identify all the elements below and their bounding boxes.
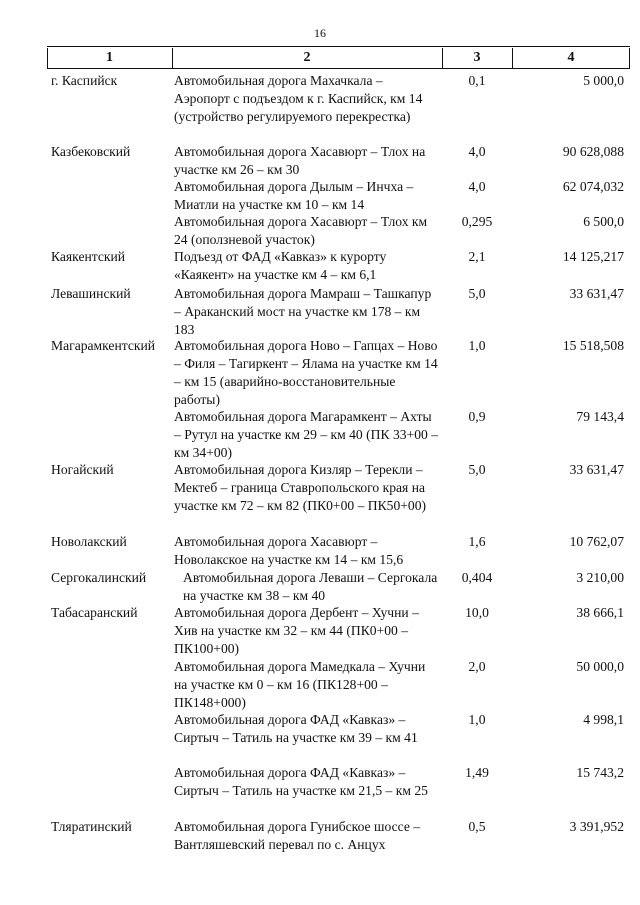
district-cell: Табасаранский xyxy=(51,605,138,620)
district-cell: Казбековский xyxy=(51,144,131,159)
amount-cell: 62 074,032 xyxy=(562,179,624,194)
length-cell: 2,0 xyxy=(468,659,486,674)
district-cell: Каякентский xyxy=(51,249,126,264)
road-cell: Автомобильная дорога ФАД «Кавказ» – Сиртыч – Татиль на участке км 21,5 – км 25 xyxy=(174,765,428,798)
amount-cell: 3 391,952 xyxy=(569,819,624,834)
header-col-2: 2 xyxy=(303,50,311,65)
road-cell: Автомобильная дорога Мамедкала – Хучни на участке км 0 – км 16 (ПК128+00 – ПК148+000) xyxy=(174,659,426,710)
length-cell: 0,295 xyxy=(461,214,493,229)
road-cell: Автомобильная дорога Хасавюрт – Тлох км 24 (оползневой участок) xyxy=(174,214,428,247)
road-cell: Автомобильная дорога Дербент – Хучни – Хив на участке км 32 – км 44 (ПК0+00 – ПК100+00) xyxy=(174,605,419,656)
amount-cell: 6 500,0 xyxy=(583,214,624,229)
length-cell: 5,0 xyxy=(468,286,486,301)
length-cell: 0,404 xyxy=(461,570,493,585)
length-cell: 4,0 xyxy=(468,144,486,159)
amount-cell: 14 125,217 xyxy=(562,249,624,264)
amount-cell: 10 762,07 xyxy=(569,534,624,549)
road-cell: Подъезд от ФАД «Кавказ» к курорту «Каякент» на участке км 4 – км 6,1 xyxy=(174,249,387,282)
header-col-1: 1 xyxy=(106,50,113,65)
amount-cell: 90 628,088 xyxy=(562,144,624,159)
length-cell: 5,0 xyxy=(468,462,486,477)
amount-cell: 3 210,00 xyxy=(576,570,624,585)
amount-cell: 38 666,1 xyxy=(576,605,624,620)
length-cell: 1,49 xyxy=(465,765,489,780)
amount-cell: 33 631,47 xyxy=(569,286,624,301)
road-cell: Автомобильная дорога Леваши – Сергокала на участке км 38 – км 40 xyxy=(183,570,438,603)
header-col-4: 4 xyxy=(567,50,575,65)
page-number: 16 xyxy=(314,26,326,40)
district-cell: Левашинский xyxy=(51,286,131,301)
road-cell: Автомобильная дорога Гунибское шоссе – Вантляшевский перевал по с. Анцух xyxy=(174,819,421,852)
district-cell: г. Каспийск xyxy=(51,73,118,88)
length-cell: 1,0 xyxy=(468,712,486,727)
district-cell: Магарамкентский xyxy=(51,338,156,353)
amount-cell: 33 631,47 xyxy=(569,462,624,477)
table-divider xyxy=(629,48,630,68)
road-cell: Автомобильная дорога ФАД «Кавказ» – Сиртыч – Татиль на участке км 39 – км 41 xyxy=(174,712,418,745)
amount-cell: 15 518,508 xyxy=(562,338,624,353)
amount-cell: 5 000,0 xyxy=(583,73,624,88)
district-cell: Новолакский xyxy=(51,534,127,549)
length-cell: 4,0 xyxy=(468,179,486,194)
district-cell: Сергокалинский xyxy=(51,570,147,585)
length-cell: 1,0 xyxy=(468,338,486,353)
road-cell: Автомобильная дорога Кизляр – Терекли – Мектеб – граница Ставропольского края на участке км 72 – км 82 (ПК0+00 – ПК50+00) xyxy=(174,462,427,513)
length-cell: 0,1 xyxy=(468,73,486,88)
amount-cell: 4 998,1 xyxy=(583,712,624,727)
road-cell: Автомобильная дорога Магарамкент – Ахты – Рутул на участке км 29 – км 40 (ПК 33+00 – км 34+00) xyxy=(174,409,438,460)
district-cell: Ногайский xyxy=(51,462,114,477)
amount-cell: 50 000,0 xyxy=(576,659,624,674)
header-col-3: 3 xyxy=(473,50,481,65)
length-cell: 0,5 xyxy=(468,819,486,834)
length-cell: 10,0 xyxy=(465,605,489,620)
length-cell: 0,9 xyxy=(468,409,486,424)
length-cell: 1,6 xyxy=(468,534,486,549)
road-cell: Автомобильная дорога Дылым – Инчха – Миатли на участке км 10 – км 14 xyxy=(174,179,414,212)
table-header xyxy=(47,48,630,69)
road-cell: Автомобильная дорога Хасавюрт – Тлох на участке км 26 – км 30 xyxy=(174,144,426,177)
district-cell: Тляратинский xyxy=(51,819,132,834)
table-top-border xyxy=(47,46,630,47)
road-cell: Автомобильная дорога Мамраш – Ташкапур – Араканский мост на участке км 178 – км 183 xyxy=(174,286,432,337)
road-cell: Автомобильная дорога Хасавюрт – Новолакское на участке км 14 – км 15,6 xyxy=(174,534,404,567)
amount-cell: 15 743,2 xyxy=(576,765,624,780)
road-cell: Автомобильная дорога Махачкала – Аэропорт с подъездом к г. Каспийск, км 14 (устройство регулируемого перекрестка) xyxy=(174,73,423,124)
road-cell: Автомобильная дорога Ново – Гапцах – Ново – Филя – Тагиркент – Ялама на участке км 14 – км 15 (аварийно-восстановительные работы) xyxy=(174,338,438,407)
length-cell: 2,1 xyxy=(468,249,486,264)
amount-cell: 79 143,4 xyxy=(576,409,624,424)
